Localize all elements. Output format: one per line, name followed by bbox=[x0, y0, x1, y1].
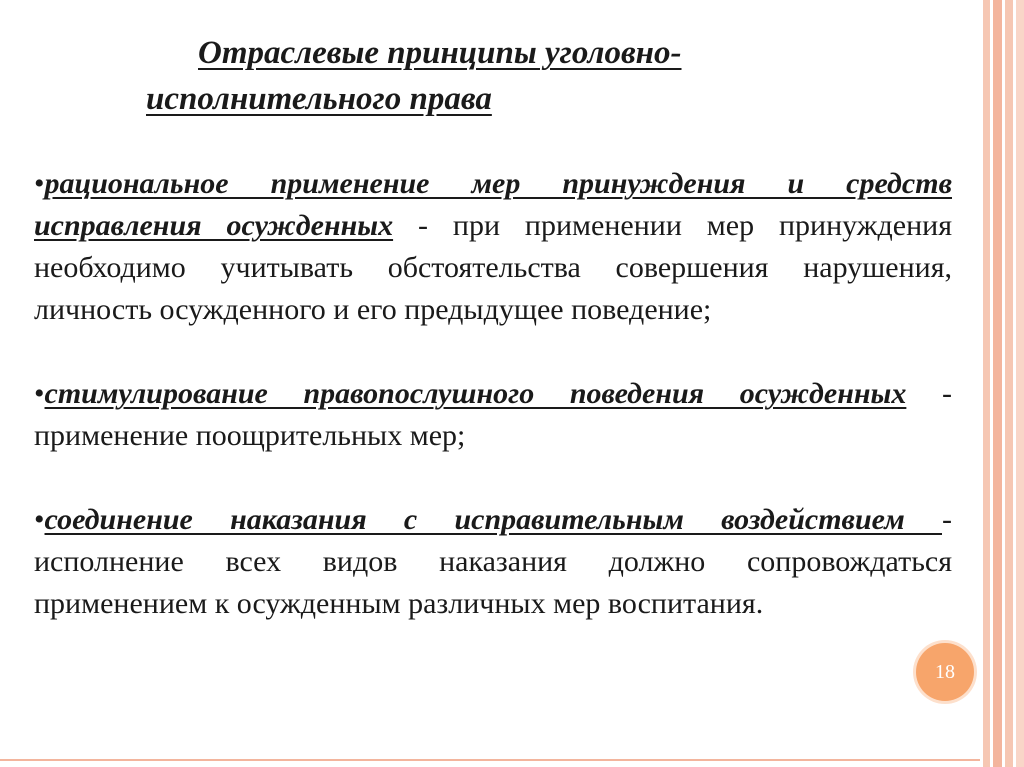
slide-title bbox=[146, 30, 906, 122]
principle-item bbox=[34, 163, 952, 331]
principle-term: стимулирование правопослушного поведения осужденных bbox=[44, 377, 907, 410]
principle-description: - применение поощрительных мер; bbox=[34, 377, 952, 452]
decorative-border-stripes bbox=[980, 0, 1024, 767]
page-number-badge: 18 bbox=[916, 643, 974, 701]
slide-title-line1: Отраслевые принципы уголовно- bbox=[198, 35, 682, 71]
decorative-bottom-line bbox=[0, 759, 980, 761]
principle-term: соединение наказания с исправительным воздействием bbox=[44, 503, 942, 536]
principle-term: рациональное применение мер принуждения и средств исправления осужденных bbox=[34, 167, 952, 242]
principle-item bbox=[34, 499, 952, 625]
principle-description: - при применении мер принуждения необходимо учитывать обстоятельства совершения нарушения, личность осужденного и его предыдущее поведение; bbox=[34, 209, 952, 326]
principle-description: - исполнение всех видов наказания должно сопровождаться применением к осужденным различных мер воспитания. bbox=[34, 503, 952, 620]
bullet: • bbox=[34, 503, 45, 536]
slide-title-line2: исполнительного права bbox=[146, 81, 492, 117]
bullet: • bbox=[34, 167, 45, 200]
slide-body bbox=[34, 163, 952, 625]
principle-item bbox=[34, 373, 952, 457]
bullet: • bbox=[34, 377, 45, 410]
